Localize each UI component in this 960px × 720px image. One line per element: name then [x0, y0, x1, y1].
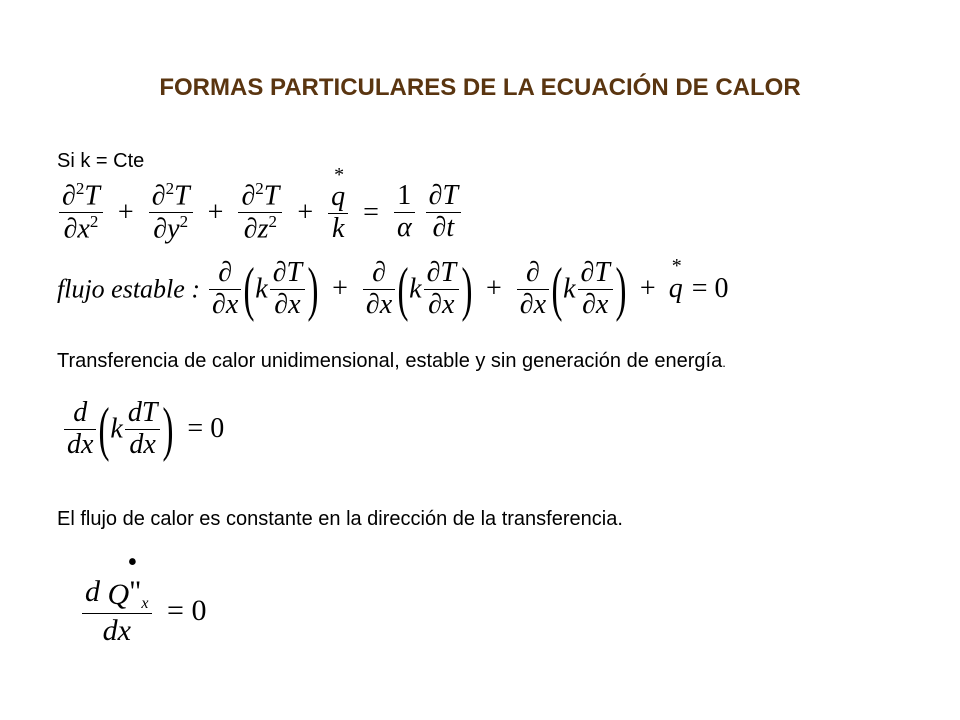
- heat-equation-general: $\frac{\partial^2T}{\partial x^2}$ + $\frac{\partial^2T}{\partial y^2}$ + $\frac{\partial^2T}{\partial z^2}$ + * q k = $\frac{1}{\alpha}$ $\frac{\partial T}{\partial t}$: [57, 180, 463, 245]
- flujo-estable-label: flujo estable :: [57, 274, 200, 304]
- condition-text: Si k = Cte: [57, 150, 145, 172]
- slide-title: FORMAS PARTICULARES DE LA ECUACIÓN DE CALOR: [159, 74, 801, 101]
- heat-equation-1d: $\frac{d}{dx}$ (k $\frac{dT}{dx}$ ) = 0: [62, 398, 230, 461]
- heat-flux-equation: d • $Q"_x$ dx = 0: [80, 575, 212, 647]
- unidimensional-text: Transferencia de calor unidimensional, estable y sin generación de energía.: [57, 350, 726, 372]
- heat-equation-steady: flujo estable : $\frac{\partial}{\partial x}$ (k $\frac{\partial T}{\partial x}$ ) + $\frac{\partial}{\partial x}$ (k $\frac{\partial T}{\partial x}$ ) + $\frac{\partial}{\partial x}$ (k $\frac{\partial T}{\partial x}$ ) + * q = 0: [57, 255, 729, 323]
- flujo-constante-text: El flujo de calor es constante en la dirección de la transferencia.: [57, 508, 623, 530]
